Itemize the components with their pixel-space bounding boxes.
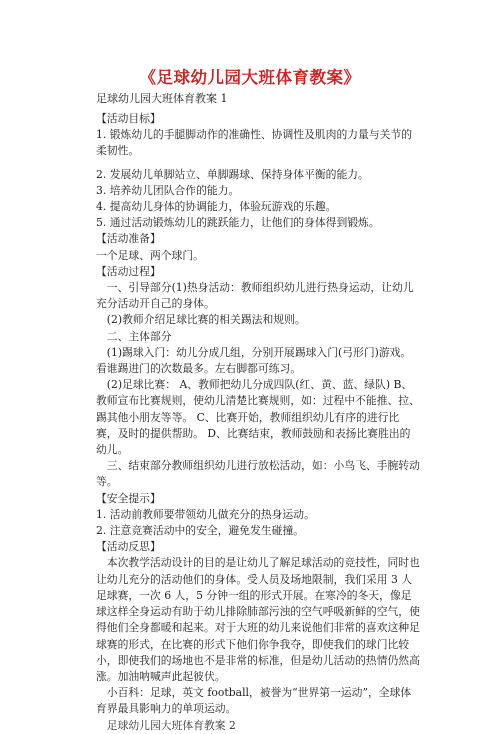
document-title: 《足球幼儿园大班体育教案》 <box>139 68 361 87</box>
goal-item-5: 5. 通过活动锻炼幼儿的跳跃能力，让他们的身体得到锻炼。 <box>96 216 380 230</box>
goal-item-4: 4. 提高幼儿身体的协调能力，体验玩游戏的乐趣。 <box>96 200 337 214</box>
process-rules: (2)教师介绍足球比赛的相关踢法和规则。 <box>106 313 306 327</box>
goal-item-1: 1. 锻炼幼儿的手腿脚动作的准确性、协调性及肌肉的力量与关节的柔韧性。 <box>96 128 413 158</box>
safety-item-1: 1. 活动前教师要带领幼儿做充分的热身运动。 <box>96 507 315 521</box>
process-intro: 一、引导部分(1)热身活动：教师组织幼儿进行热身运动，让幼儿充分活动开自己的身体。 <box>96 281 414 311</box>
blank-line <box>96 160 420 167</box>
process-main-heading: 二、主体部分 <box>106 329 172 343</box>
section-heading-preparation: 【活动准备】 <box>96 232 161 246</box>
safety-item-2: 2. 注意竞赛活动中的安全，避免发生碰撞。 <box>96 524 305 538</box>
process-match: (2)足球比赛： A、教师把幼儿分成四队(红、黄、蓝、绿队) B、教师宣布比赛规则，使幼儿清楚比赛规则，如：过程中不能推、拉、踢其他小朋友等等。 C、比赛开始，教师组织幼儿有序的进行比赛，及时的提供帮助。 D、比赛结束，教师鼓励和表扬比赛胜出的幼儿。 <box>96 378 420 457</box>
section-heading-process: 【活动过程】 <box>96 264 161 278</box>
process-kicking: (1)踢球入门：幼儿分成几组，分别开展踢球入门(弓形门)游戏。看谁踢进门的次数最多。左右脚都可练习。 <box>96 345 412 376</box>
encyclopedia-note: 小百科：足球，英文 football，被誉为“世界第一运动”，全球体育界最具影响力的单项运动。 <box>96 686 412 716</box>
reflection-text: 本次教学活动设计的目的是让幼儿了解足球活动的竞技性，同时也让幼儿充分的活动他们的身体。受人员及场地限制，我们采用 3 人足球赛，一次 6 人，5 分钟一组的形式开展。在寒冷的冬天，像足球这样全身运动有助于幼儿排除肺部污浊的空气呼吸新鲜的空气，使得他们全身都暖和起来。对于大班的幼儿来说他们非常的喜欢这种足球赛的形式，在比赛的形式下他们你争我夺，即使我们的球门比较小，即使我们的场地也不是非常的标准，但是幼儿活动的热情仍然高涨。加油呐喊声此起彼伏。 <box>96 556 420 683</box>
section-heading-goals: 【活动目标】 <box>96 112 161 125</box>
goal-item-3: 3. 培养幼儿团队合作的能力。 <box>96 183 240 197</box>
document-body <box>96 111 420 734</box>
document-subtitle: 足球幼儿园大班体育教案 1 <box>96 92 228 105</box>
next-lesson-heading: 足球幼儿园大班体育教案 2 <box>106 718 236 732</box>
process-ending: 三、结束部分教师组织幼儿进行放松活动，如：小鸟飞、手腕转动等。 <box>96 459 420 489</box>
goal-item-2: 2. 发展幼儿单脚站立、单脚踢球、保持身体平衡的能力。 <box>96 167 369 181</box>
preparation-text: 一个足球、两个球门。 <box>96 248 204 262</box>
section-heading-reflection: 【活动反思】 <box>96 540 161 554</box>
section-heading-safety: 【安全提示】 <box>96 491 161 505</box>
